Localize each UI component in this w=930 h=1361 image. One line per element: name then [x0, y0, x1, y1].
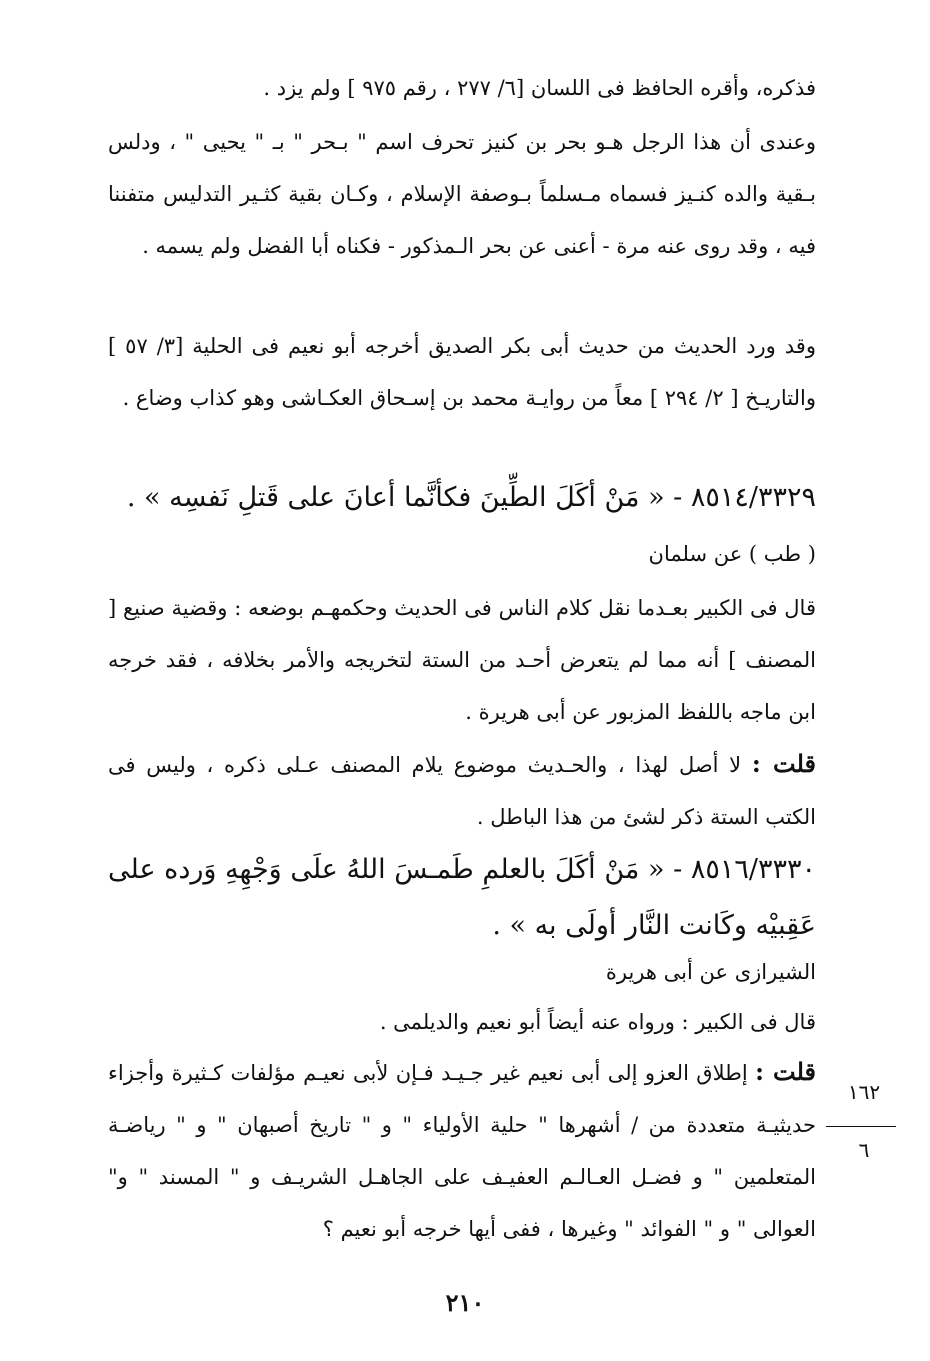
paragraph-3: [108, 320, 816, 424]
paragraph-2-text: وعندى أن هذا الرجل هـو بحر بن كنيز تحرف اسم " بـحر " بـ " يحيى " ، ودلس بـقية والده كنـيز فسماه مـسلماً بـوصفة الإسلام ، وكـان بقية كثـير التدليس متفننا فيه ، وقد روى عنه مرة - أعنى عن بحر الـمذكور - فكناه أبا الفضل ولم يسمه .: [108, 130, 816, 258]
comment-2-body: إطلاق العزو إلى أبى نعيم غير جـيـد فـإن لأبى نعيـم مؤلفات كـثيرة وأجزاء حديثيـة متعددة من / أشهرها " حلية الأولياء " و " تاريخ أصبهان " و " رياضـة المتعلمين " و فضـل العـالـم العفيـف على الجاهـل الشريـف و " المسند " و" العوالى " و " الفوائد " وغيرها ، ففى أيها خرجه أبو نعيم ؟: [108, 1061, 816, 1241]
paragraph-4: [108, 582, 816, 738]
page-number: ٢١٠: [445, 1288, 485, 1317]
source-2-text: الشيرازى عن أبى هريرة: [605, 960, 816, 984]
paragraph-5-text: قال فى الكبير : ورواه عنه أيضاً أبو نعيم والديلمى .: [379, 1010, 816, 1034]
paragraph-1: [108, 62, 816, 114]
comment-1-label: قلت :: [751, 749, 816, 778]
paragraph-3-text: وقد ورد الحديث من حديث أبى بكر الصديق أخرجه أبو نعيم فى الحلية [٣/ ٥٧ ] والتاريـخ [ ٢/ ٢٩٤ ] معاً من روايـة محمد بن إسـحاق العكـاشى وهو كذاب وضاع .: [108, 334, 816, 410]
hadith-8516: [108, 842, 816, 954]
source-1-text: ( طب ) عن سلمان: [648, 542, 816, 566]
margin-page-ref-bottom: ٦: [858, 1138, 870, 1162]
hadith-8514: [108, 470, 816, 526]
paragraph-2: [108, 116, 816, 272]
comment-1-body: لا أصل لهذا ، والحـديث موضوع يلام المصنف عـلى ذكره ، وليس فى الكتب الستة ذكر لشئ من هذا الباطل .: [108, 753, 816, 829]
paragraph-4-text: قال فى الكبير بعـدما نقل كلام الناس فى الحديث وحكمهـم بوضعه : وقضية صنيع [ المصنف ] أنه مما لم يتعرض أحـد من الستة لتخريجه والأمر بخلافه ، فقد خرجه ابن ماجه باللفظ المزبور عن أبى هريرة .: [108, 596, 816, 724]
hadith-8516-text: ٨٥١٦/٣٣٣٠ - « مَنْ أكَلَ بالعلمِ طَمـسَ اللهُ علَى وَجْهِهِ وَرده على عَقِبيْه وكَانت النَّار أولَى به » .: [108, 854, 816, 941]
comment-2-text: [108, 1046, 816, 1255]
comment-2: [108, 1046, 816, 1255]
margin-divider: [826, 1126, 896, 1127]
source-1: [108, 528, 816, 580]
hadith-8514-text: ٨٥١٤/٣٣٢٩ - « مَنْ أكَلَ الطِّينَ فكأنَّما أعانَ على قَتلِ نَفسِه » .: [126, 482, 816, 513]
comment-2-label: قلت :: [755, 1057, 816, 1086]
comment-1: [108, 738, 816, 843]
source-2: [108, 946, 816, 998]
paragraph-5: [108, 996, 816, 1048]
paragraph-1-text: فذكره، وأقره الحافظ فى اللسان [٦/ ٢٧٧ ، رقم ٩٧٥ ] ولم يزد .: [263, 76, 816, 100]
comment-1-text: [108, 738, 816, 843]
margin-page-ref-top: ١٦٢: [847, 1080, 881, 1104]
